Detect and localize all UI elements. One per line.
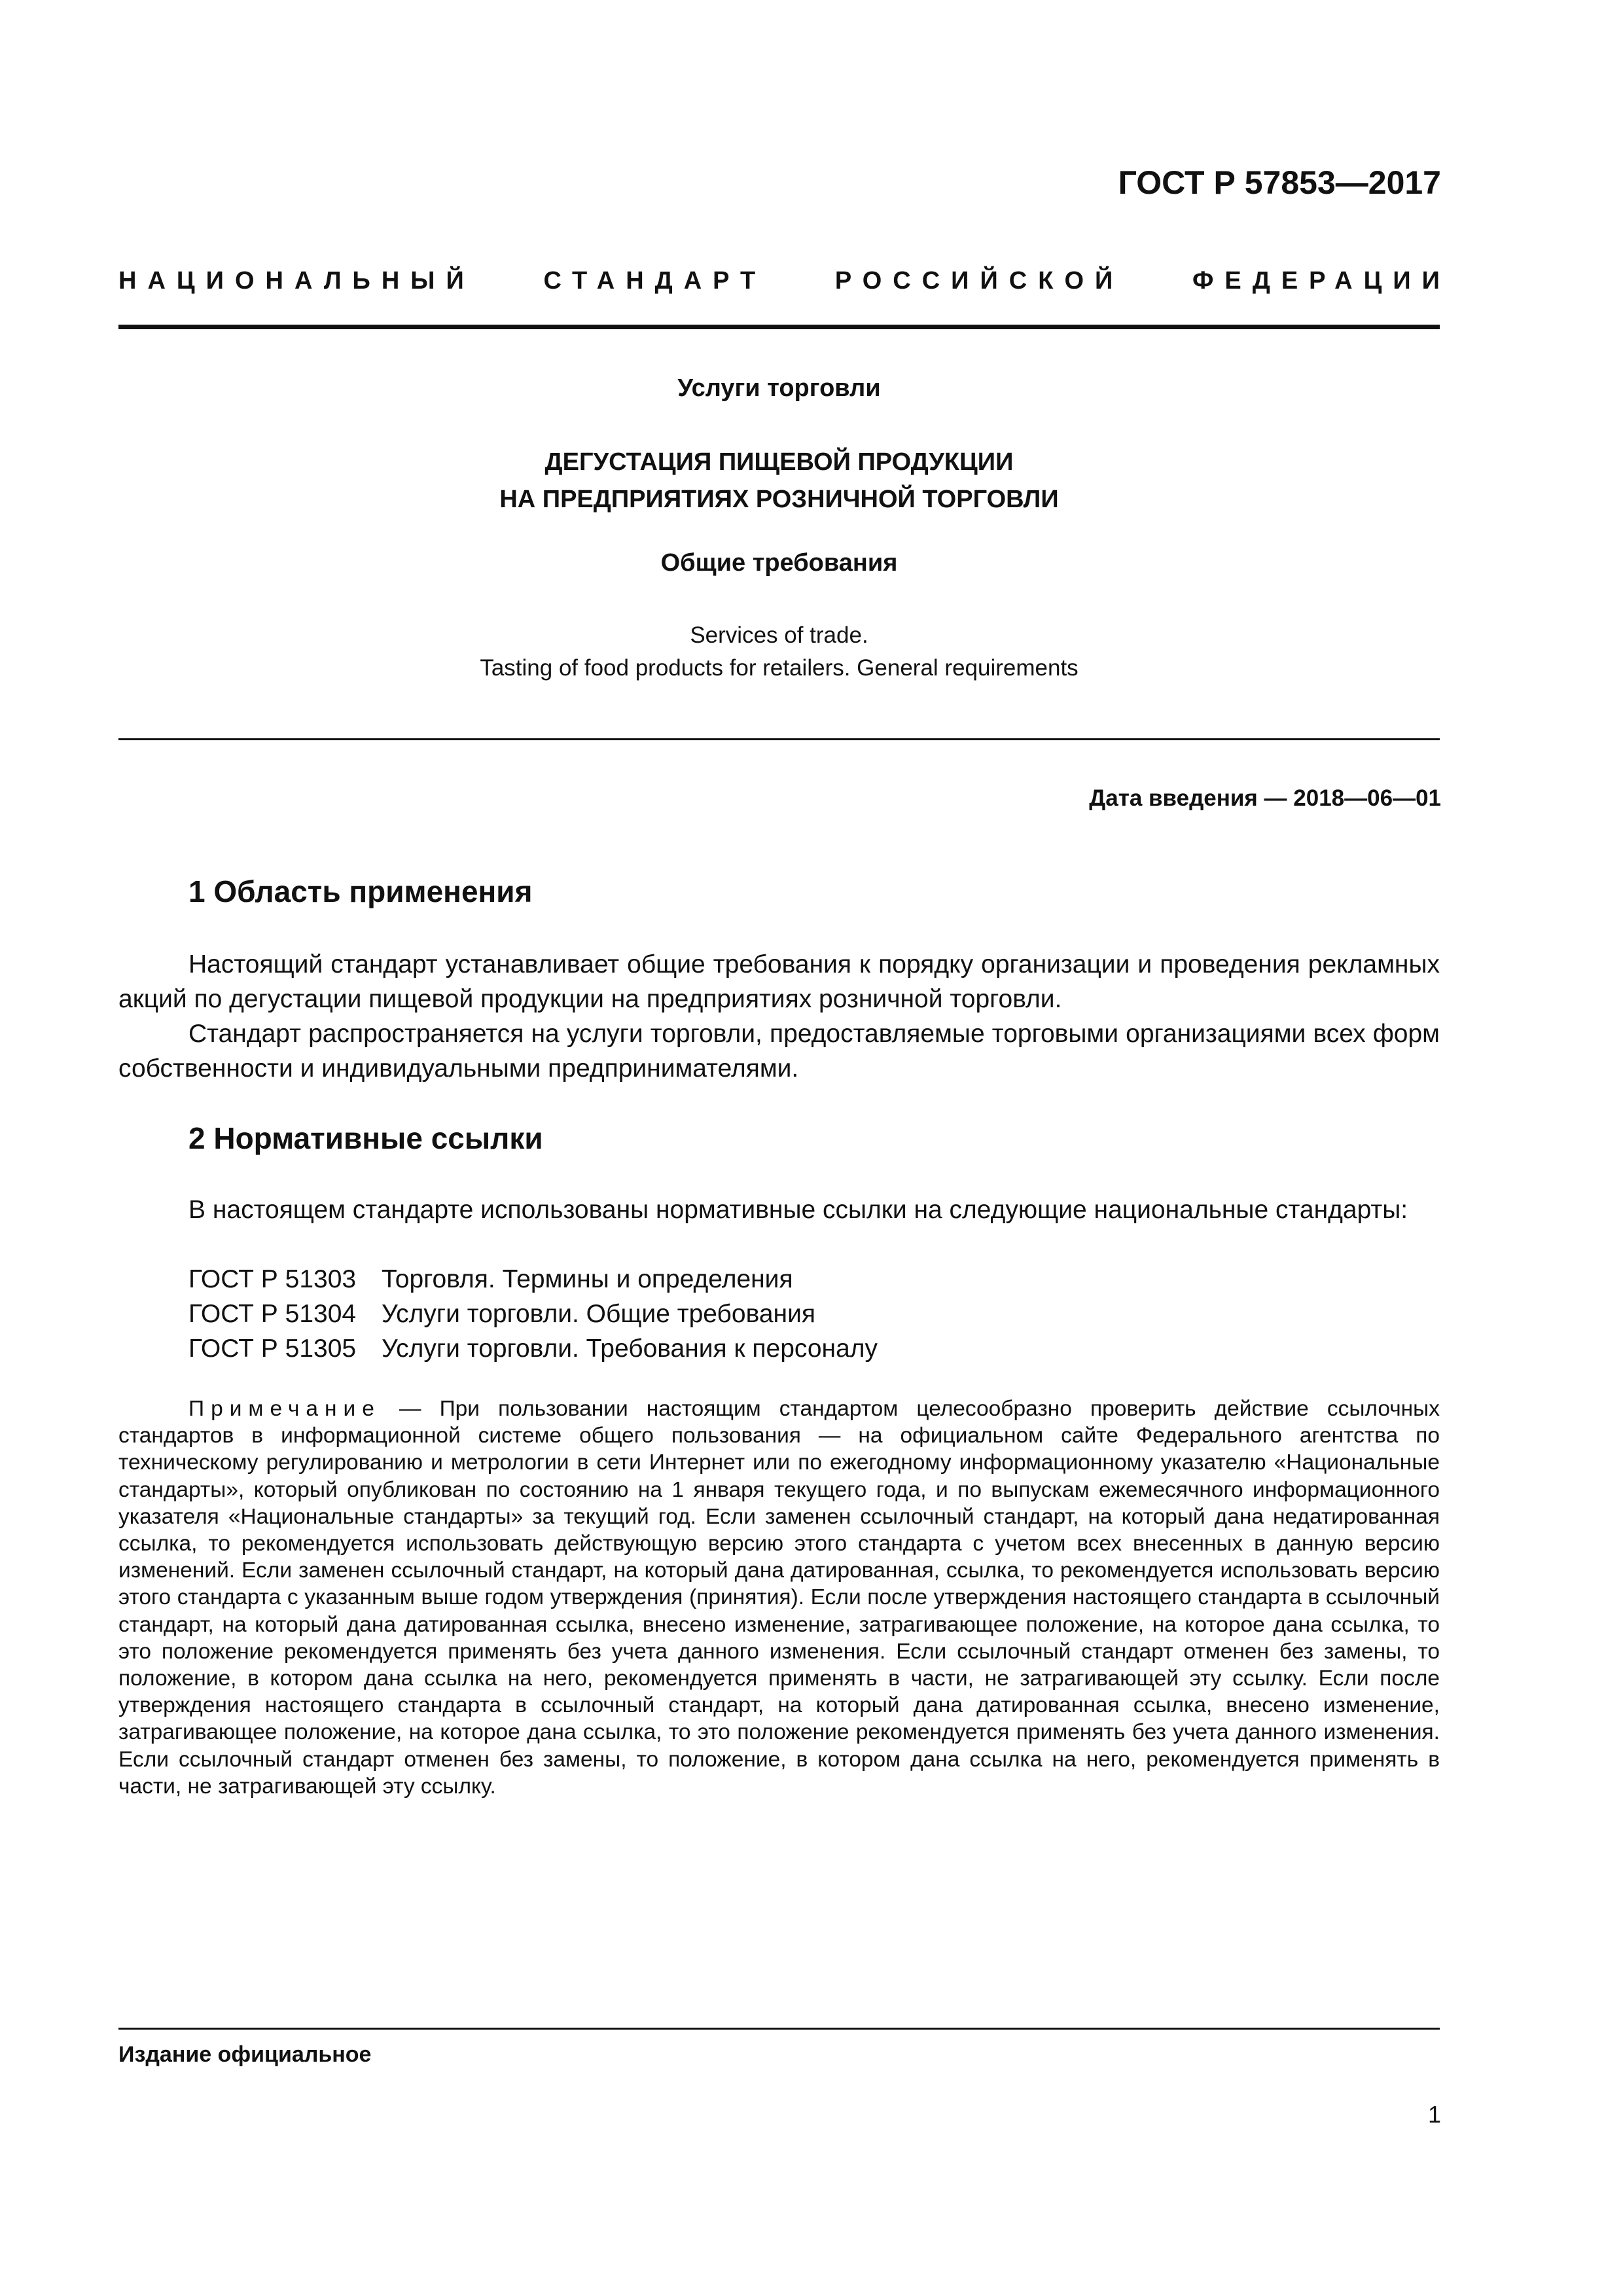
edition-label: Издание официальное — [118, 2042, 372, 2067]
reference-item — [188, 1297, 815, 1331]
note-label: Примечание — [188, 1397, 381, 1421]
english-title — [118, 619, 1440, 685]
title-subject: Услуги торговли — [677, 374, 881, 402]
reference-item — [188, 1331, 878, 1366]
paragraph: Настоящий стандарт устанавливает общие требования к порядку организации и проведения рекламных акций по дегустации пищевой продукции на предприятиях розничной торговли. — [118, 950, 1440, 1013]
page-number: 1 — [1427, 2101, 1441, 2128]
title-general: Общие требования — [660, 549, 898, 577]
reference-title: Услуги торговли. Общие требования — [382, 1300, 815, 1328]
english-title-line: Tasting of food products for retailers. General requirements — [480, 655, 1079, 681]
national-standard-banner — [118, 267, 1451, 295]
reference-title: Услуги торговли. Требования к персоналу — [382, 1335, 878, 1363]
note-text: — При пользовании настоящим стандартом целесообразно проверить действие ссылочных стандартов в информационной системе общего пользования — на официальном сайте Федерального агентства по техническому регулированию и метрологии в сети Интернет или по ежегодному информационному указателю «Национальные стандарты», который опубликован по состоянию на 1 января текущего года, и по выпускам ежемесячного информационного указателя «Национальные стандарты» за текущий год. Если заменен ссылочный стандарт, на который дана недатированная ссылка, то рекомендуется использовать действующую версию этого стандарта с учетом всех внесенных в данную версию изменений. Если заменен ссылочный стандарт, на который дана датированная, ссылка, то рекомендуется использовать версию этого стандарта с указанным выше годом утверждения (принятия). Если после утверждения настоящего стандарта в ссылочный стандарт, на который дана датированная ссылка, внесено изменение, затрагивающее положение, на которое дана ссылка, то это положение рекомендуется применять без учета данного изменения. Если ссылочный стандарт отменен без замены, то положение, в котором дана ссылка на него, рекомендуется применять в части, не затрагивающей эту ссылку. Если после утверждения настоящего стандарта в ссылочный стандарт, на который дана датированная ссылка, внесено изменение, затрагивающее положение, на которое дана ссылка, то это положение рекомендуется применять без учета данного изменения. Если ссылочный стандарт отменен без замены, то положение, в котором дана ссылка на него, рекомендуется применять в части, не затрагивающей эту ссылку. — [118, 1397, 1440, 1799]
english-title-line: Services of trade. — [690, 622, 868, 648]
banner-word: НАЦИОНАЛЬНЫЙ — [118, 267, 475, 295]
title-divider — [118, 738, 1440, 740]
footer-divider — [118, 2028, 1440, 2030]
paragraph: Стандарт распространяется на услуги торговли, предоставляемые торговыми организациями всех форм собственности и индивидуальными предпринимателями. — [118, 1020, 1440, 1083]
reference-code: ГОСТ Р 51304 — [188, 1300, 357, 1328]
header-divider — [118, 325, 1440, 329]
banner-word: РОССИЙСКОЙ — [834, 267, 1124, 295]
reference-item — [188, 1262, 793, 1297]
reference-code: ГОСТ Р 51305 — [188, 1335, 357, 1363]
reference-code: ГОСТ Р 51303 — [188, 1265, 357, 1293]
banner-word: ФЕДЕРАЦИИ — [1192, 267, 1451, 295]
title-line: НА ПРЕДПРИЯТИЯХ РОЗНИЧНОЙ ТОРГОВЛИ — [499, 486, 1059, 513]
paragraph: В настоящем стандарте использованы нормативные ссылки на следующие национальные стандарты: — [188, 1196, 1408, 1224]
banner-word: СТАНДАРТ — [543, 267, 767, 295]
document-title — [118, 444, 1440, 518]
effective-date: Дата введения — 2018—06—01 — [1089, 785, 1441, 811]
title-line: ДЕГУСТАЦИЯ ПИЩЕВОЙ ПРОДУКЦИИ — [544, 448, 1014, 476]
reference-title: Торговля. Термины и определения — [382, 1265, 793, 1293]
note — [118, 1395, 1440, 1800]
section-heading: 2 Нормативные ссылки — [188, 1121, 543, 1155]
section-heading: 1 Область применения — [188, 874, 533, 908]
document-code: ГОСТ Р 57853—2017 — [1118, 164, 1441, 201]
